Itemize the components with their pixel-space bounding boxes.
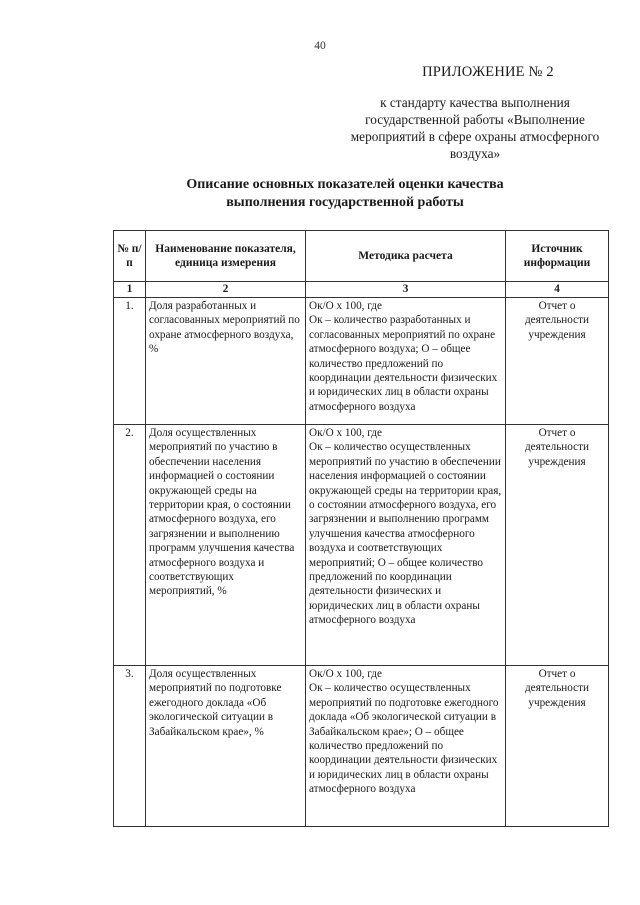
appendix-subtitle: к стандарту качества выполнения государственной работы «Выполнение мероприятий в сфере охраны атмосферного воздуха» [350,95,600,161]
document-title: Описание основных показателей оценки качества выполнения государственной работы [186,177,504,210]
column-number: 2 [146,282,306,298]
information-source: Отчет о деятельности учреждения [506,425,609,666]
indicator-name: Доля осуществленных мероприятий по участию в обеспечении населения информацией о состоянии окружающей среды на территории края, о состоянии атмосферного воздуха, его загрязнении и выполнению программ улучшения качества атмосферного воздуха и соответствующих мероприятий, % [146,425,306,666]
indicator-name: Доля осуществленных мероприятий по подготовке ежегодного доклада «Об экологической ситуации в Забайкальском крае», % [146,666,306,827]
header-information-source: Источник информации [506,231,609,282]
information-source: Отчет о деятельности учреждения [506,298,609,425]
column-number: 1 [114,282,146,298]
indicators-table [113,230,609,827]
calculation-method: Ок/О х 100, где Ок – количество осуществленных мероприятий по участию в обеспечении населения информацией о состоянии окружающей среды на территории края, о состоянии атмосферного воздуха, его загрязнении и выполнению программ улучшения качества атмосферного воздуха и соответствующих мероприятий; О – общее количество предложений по координации деятельности физических и юридических лиц в области охраны атмосферного воздуха [306,425,506,666]
header-indicator-name: Наименование показателя, единица измерения [146,231,306,282]
calculation-method: Ок/О х 100, где Ок – количество осуществленных мероприятий по подготовке ежегодного доклада «Об экологической ситуации в Забайкальском крае»; О – общее количество предложений по координации деятельности физических и юридических лиц в области охраны атмосферного воздуха [306,666,506,827]
row-number: 3. [114,666,146,827]
table-row [114,425,609,666]
indicator-name: Доля разработанных и согласованных мероприятий по охране атмосферного воздуха, % [146,298,306,425]
table-row [114,298,609,425]
table-row [114,666,609,827]
column-numbers-row [114,282,609,298]
header-number: № п/п [114,231,146,282]
table-header-row [114,231,609,282]
row-number: 1. [114,298,146,425]
column-number: 3 [306,282,506,298]
column-number: 4 [506,282,609,298]
calculation-method: Ок/О х 100, где Ок – количество разработанных и согласованных мероприятий по охране атмосферного воздуха; О – общее количество предложений по координации деятельности физических и юридических лиц в области охраны атмосферного воздуха [306,298,506,425]
page-number: 40 [314,40,326,52]
header-calculation-method: Методика расчета [306,231,506,282]
information-source: Отчет о деятельности учреждения [506,666,609,827]
appendix-title: ПРИЛОЖЕНИЕ № 2 [422,64,554,80]
row-number: 2. [114,425,146,666]
